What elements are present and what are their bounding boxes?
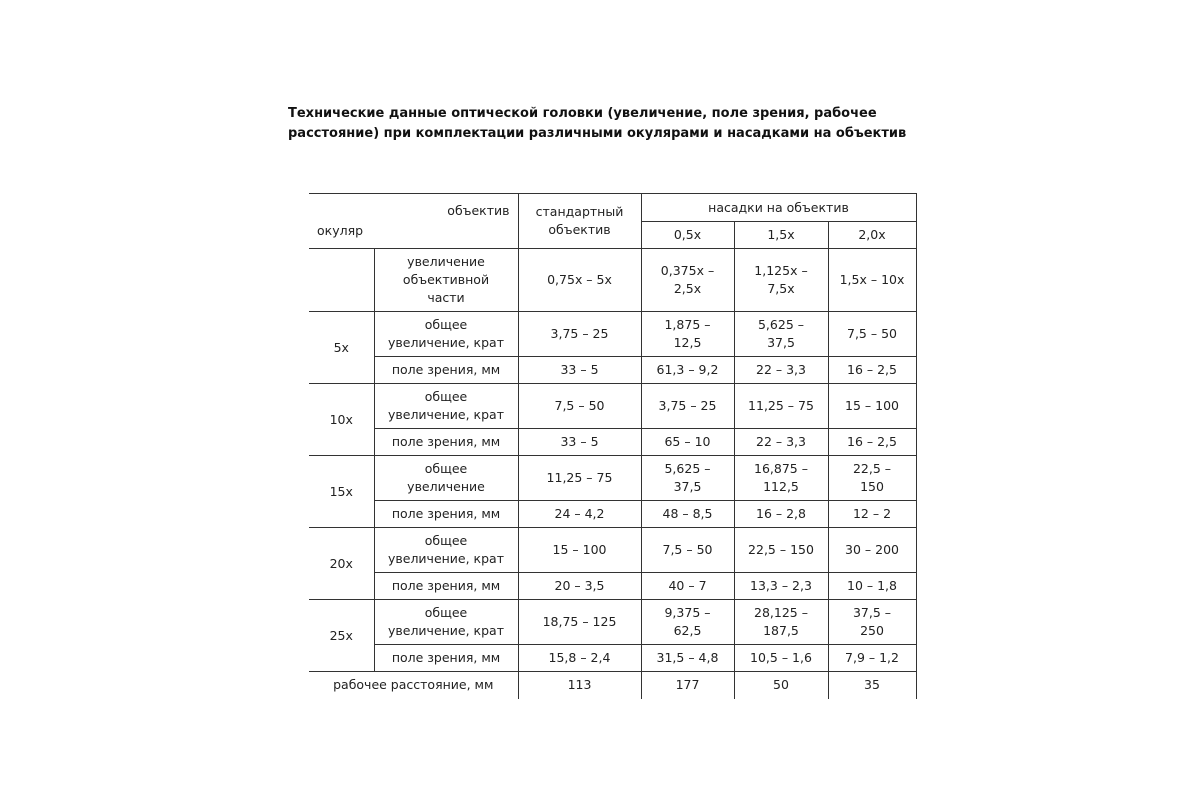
magnification-value-line: 1,875 – [664, 317, 711, 332]
field-of-view-value-0-5x: 48 – 8,5 [641, 501, 734, 528]
field-of-view-label: поле зрения, мм [374, 429, 518, 456]
working-distance-row [309, 672, 916, 699]
objective-magnification-row [309, 249, 916, 312]
magnification-label-line: общее [424, 461, 468, 476]
working-distance-value-0-5x: 177 [641, 672, 734, 699]
magnification-value-2-0x [828, 456, 916, 501]
eyepiece-10x-magnification-row [309, 384, 916, 429]
magnification-value-0-5x [641, 384, 734, 429]
magnification-value-line: 187,5 [763, 623, 799, 638]
eyepiece-10x-cell: 10x [309, 384, 374, 456]
objective-0-5x-line-2: 2,5x [673, 281, 702, 296]
magnification-value-line: 5,625 – [664, 461, 711, 476]
header-attachments: насадки на объектив [641, 194, 916, 222]
magnification-value-line: 7,5 – 50 [662, 542, 713, 557]
objective-magnification-1-5x [734, 249, 828, 312]
eyepiece-10x-field-of-view-row [309, 429, 916, 456]
field-of-view-value-2-0x: 12 – 2 [828, 501, 916, 528]
objective-1-5x-line-1: 1,125x – [754, 263, 808, 278]
magnification-value-standard [518, 312, 641, 357]
objective-label-line-1: увеличение [407, 254, 485, 269]
eyepiece-20x-cell: 20x [309, 528, 374, 600]
magnification-label [374, 528, 518, 573]
magnification-value-1-5x [734, 312, 828, 357]
magnification-value-line: 22,5 – 150 [748, 542, 814, 557]
working-distance-value-1-5x: 50 [734, 672, 828, 699]
field-of-view-value-0-5x: 40 – 7 [641, 573, 734, 600]
magnification-value-0-5x [641, 600, 734, 645]
objective-1-5x-line-2: 7,5x [767, 281, 795, 296]
working-distance-value-2-0x: 35 [828, 672, 916, 699]
magnification-value-line: 5,625 – [757, 317, 804, 332]
eyepiece-15x-magnification-row [309, 456, 916, 501]
magnification-value-standard [518, 456, 641, 501]
header-attachment-1-5x: 1,5x [734, 222, 828, 249]
objective-label-line-2: объективной [402, 272, 490, 287]
eyepiece-25x-field-of-view-row [309, 645, 916, 672]
magnification-value-line: 12,5 [673, 335, 702, 350]
field-of-view-value-2-0x: 7,9 – 1,2 [828, 645, 916, 672]
magnification-value-line: 15 – 100 [845, 398, 899, 413]
field-of-view-value-standard: 33 – 5 [518, 357, 641, 384]
header-attachment-2-0x: 2,0x [828, 222, 916, 249]
eyepiece-5x-cell: 5x [309, 312, 374, 384]
header-objective-label: объектив [447, 203, 510, 218]
header-corner-cell [309, 194, 518, 249]
magnification-value-0-5x [641, 456, 734, 501]
eyepiece-20x-field-of-view-row [309, 573, 916, 600]
magnification-label [374, 384, 518, 429]
magnification-value-1-5x [734, 456, 828, 501]
eyepiece-25x-cell: 25x [309, 600, 374, 672]
objective-magnification-standard [518, 249, 641, 312]
objective-2-0x-value: 1,5x – 10x [839, 272, 905, 287]
objective-magnification-0-5x [641, 249, 734, 312]
field-of-view-value-standard: 24 – 4,2 [518, 501, 641, 528]
magnification-value-standard [518, 384, 641, 429]
magnification-value-line: 150 [860, 479, 884, 494]
title-line-2: расстояние) при комплектации различными окулярами и насадками на объектив [288, 126, 907, 141]
working-distance-label: рабочее расстояние, мм [309, 672, 518, 699]
eyepiece-5x-field-of-view-row [309, 357, 916, 384]
magnification-label [374, 456, 518, 501]
magnification-value-line: 112,5 [763, 479, 799, 494]
magnification-value-line: 15 – 100 [552, 542, 607, 557]
eyepiece-15x-cell: 15x [309, 456, 374, 528]
field-of-view-value-2-0x: 16 – 2,5 [828, 357, 916, 384]
magnification-value-line: 37,5 [673, 479, 702, 494]
magnification-value-1-5x [734, 528, 828, 573]
magnification-value-line: 30 – 200 [845, 542, 899, 557]
magnification-value-line: 37,5 [767, 335, 795, 350]
eyepiece-20x-magnification-row [309, 528, 916, 573]
field-of-view-value-1-5x: 10,5 – 1,6 [734, 645, 828, 672]
objective-magnification-2-0x [828, 249, 916, 312]
magnification-value-2-0x [828, 528, 916, 573]
magnification-value-line: 7,5 – 50 [554, 398, 605, 413]
magnification-value-line: 11,25 – 75 [546, 470, 613, 485]
field-of-view-value-2-0x: 10 – 1,8 [828, 573, 916, 600]
magnification-value-line: 3,75 – 25 [658, 398, 717, 413]
magnification-value-0-5x [641, 528, 734, 573]
magnification-value-line: 22,5 – [852, 461, 892, 476]
field-of-view-value-standard: 15,8 – 2,4 [518, 645, 641, 672]
objective-magnification-label [374, 249, 518, 312]
magnification-label-line: увеличение, крат [387, 551, 504, 566]
magnification-value-line: 16,875 – [754, 461, 808, 476]
field-of-view-label: поле зрения, мм [374, 645, 518, 672]
magnification-label-line: увеличение [407, 479, 485, 494]
field-of-view-value-1-5x: 22 – 3,3 [734, 429, 828, 456]
magnification-value-line: 250 [860, 623, 884, 638]
spec-table-body [309, 194, 916, 699]
magnification-label-line: увеличение, крат [387, 623, 504, 638]
magnification-label-line: общее [424, 533, 468, 548]
magnification-value-0-5x [641, 312, 734, 357]
magnification-label [374, 600, 518, 645]
field-of-view-value-1-5x: 13,3 – 2,3 [734, 573, 828, 600]
magnification-value-1-5x [734, 384, 828, 429]
magnification-value-1-5x [734, 600, 828, 645]
magnification-label-line: увеличение, крат [387, 407, 504, 422]
magnification-value-2-0x [828, 312, 916, 357]
magnification-label-line: общее [424, 389, 468, 404]
title-line-1: Технические данные оптической головки (увеличение, поле зрения, рабочее [288, 106, 877, 121]
field-of-view-value-0-5x: 31,5 – 4,8 [641, 645, 734, 672]
magnification-label-line: общее [424, 605, 468, 620]
field-of-view-value-1-5x: 16 – 2,8 [734, 501, 828, 528]
magnification-label-line: увеличение, крат [387, 335, 504, 350]
header-standard-line-1: стандартный [535, 204, 624, 219]
header-standard-line-2: объектив [548, 222, 611, 237]
field-of-view-value-0-5x: 61,3 – 9,2 [641, 357, 734, 384]
magnification-label [374, 312, 518, 357]
magnification-value-line: 3,75 – 25 [550, 326, 609, 341]
field-of-view-value-1-5x: 22 – 3,3 [734, 357, 828, 384]
magnification-value-line: 18,75 – 125 [542, 614, 617, 629]
field-of-view-value-0-5x: 65 – 10 [641, 429, 734, 456]
header-standard-objective [518, 194, 641, 249]
header-eyepiece-label: окуляр [317, 223, 364, 238]
magnification-value-line: 28,125 – [754, 605, 808, 620]
magnification-value-line: 11,25 – 75 [748, 398, 814, 413]
magnification-value-2-0x [828, 600, 916, 645]
magnification-value-standard [518, 528, 641, 573]
page-title [288, 104, 928, 144]
working-distance-value-standard: 113 [518, 672, 641, 699]
field-of-view-label: поле зрения, мм [374, 357, 518, 384]
spec-table [309, 193, 917, 699]
objective-0-5x-line-1: 0,375x – [660, 263, 715, 278]
objective-label-line-3: части [427, 290, 465, 305]
field-of-view-value-2-0x: 16 – 2,5 [828, 429, 916, 456]
eyepiece-25x-magnification-row [309, 600, 916, 645]
field-of-view-value-standard: 20 – 3,5 [518, 573, 641, 600]
magnification-value-2-0x [828, 384, 916, 429]
objective-standard-value: 0,75x – 5x [547, 272, 612, 287]
magnification-value-line: 9,375 – [664, 605, 711, 620]
field-of-view-value-standard: 33 – 5 [518, 429, 641, 456]
field-of-view-label: поле зрения, мм [374, 501, 518, 528]
magnification-label-line: общее [424, 317, 468, 332]
empty-eyepiece-cell [309, 249, 374, 312]
magnification-value-standard [518, 600, 641, 645]
eyepiece-15x-field-of-view-row [309, 501, 916, 528]
magnification-value-line: 7,5 – 50 [847, 326, 897, 341]
header-attachment-0-5x: 0,5x [641, 222, 734, 249]
field-of-view-label: поле зрения, мм [374, 573, 518, 600]
magnification-value-line: 62,5 [673, 623, 702, 638]
eyepiece-5x-magnification-row [309, 312, 916, 357]
magnification-value-line: 37,5 – [852, 605, 892, 620]
